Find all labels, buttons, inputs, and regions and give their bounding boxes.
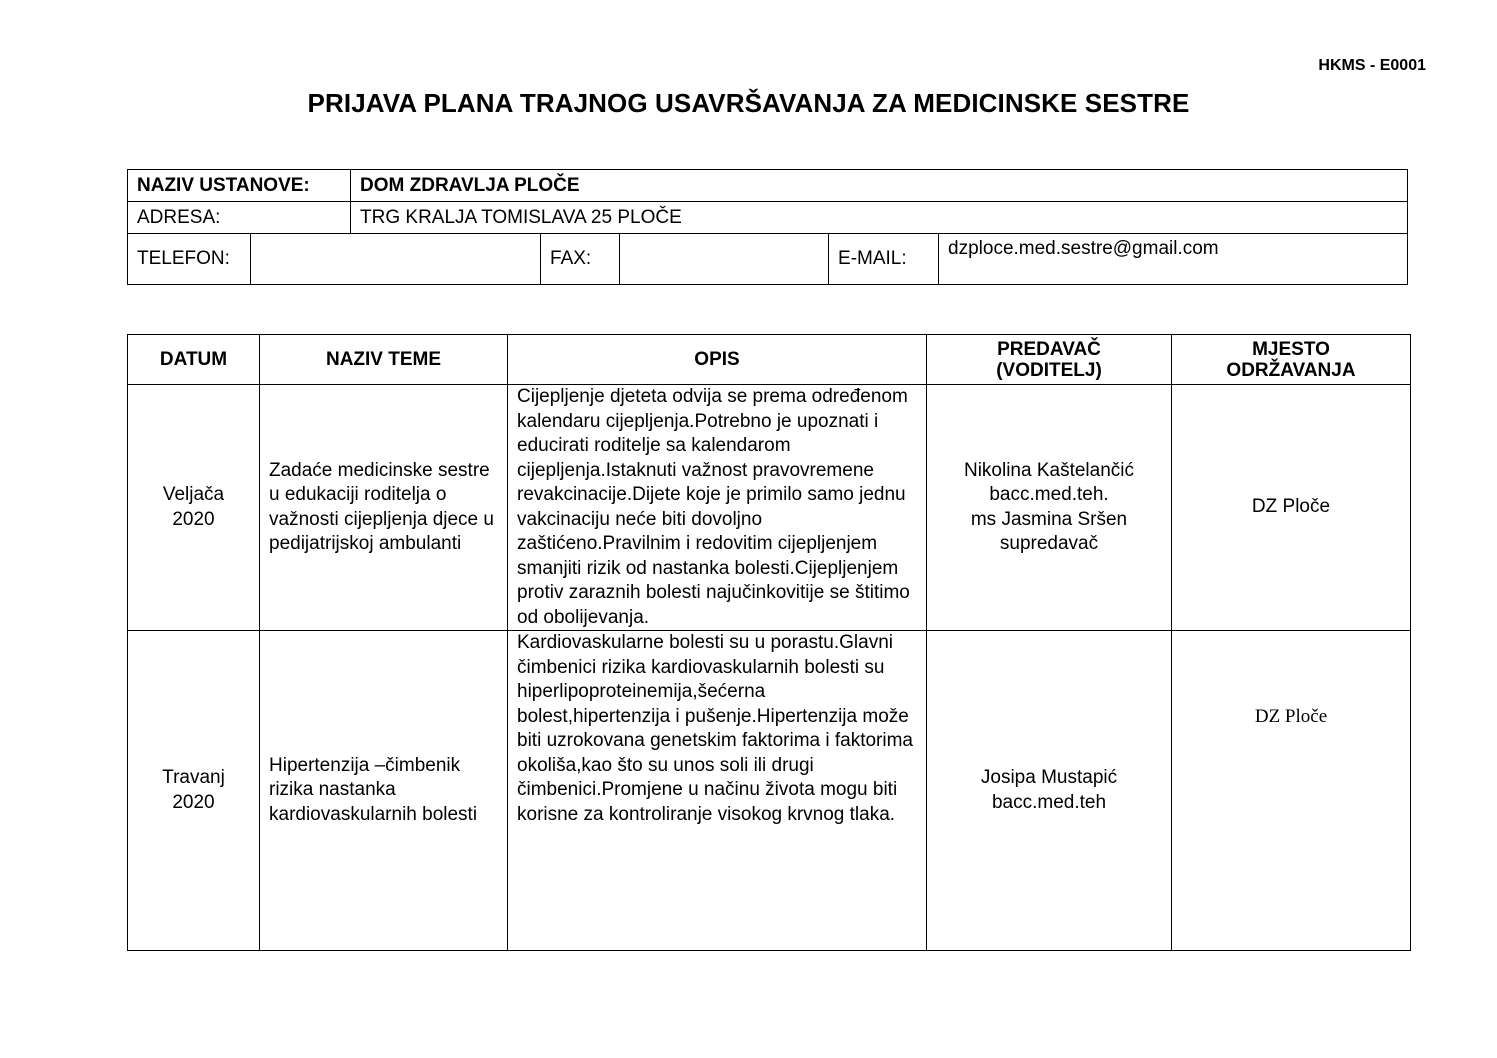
document-title: PRIJAVA PLANA TRAJNOG USAVRŠAVANJA ZA MEDICINSKE SESTRE <box>307 88 1190 118</box>
row-predavac: Nikolina Kaštelančić bacc.med.teh. ms Jasmina Sršen supredavač <box>927 385 1172 631</box>
address-value: TRG KRALJA TOMISLAVA 25 PLOČE <box>351 202 1408 234</box>
table-row <box>128 631 1411 951</box>
institution-name-value: DOM ZDRAVLJA PLOČE <box>351 170 1408 202</box>
col-header-datum: DATUM <box>128 335 260 385</box>
row-mjesto: DZ Ploče <box>1172 385 1411 631</box>
table-row <box>128 385 1411 631</box>
education-plan-table <box>127 334 1411 951</box>
col-header-predavac: PREDAVAČ (VODITELJ) <box>927 335 1172 385</box>
plan-header-row <box>128 335 1411 385</box>
fax-value <box>620 234 829 285</box>
fax-label: FAX: <box>541 234 620 285</box>
document-code: HKMS - E0001 <box>1318 57 1426 74</box>
phone-value <box>251 234 541 285</box>
email-value: dzploce.med.sestre@gmail.com <box>939 234 1408 285</box>
row-opis: Cijepljenje djeteta odvija se prema određenom kalendaru cijepljenja.Potrebno je upoznati i educirati roditelje sa kalendarom cijepljenja.Istaknuti važnost pravovremene revakcinacije.Dijete koje je primilo samo jednu vakcinaciju neće biti dovoljno zaštićeno.Pravilnim i redovitim cijepljenjem smanjiti rizik od nastanka bolesti.Cijepljenjem protiv zaraznih bolesti najučinkovitije se štitimo od obolijevanja. <box>508 385 927 631</box>
institution-contact-row <box>128 234 1408 285</box>
col-header-mjesto: MJESTO ODRŽAVANJA <box>1172 335 1411 385</box>
row-mjesto: DZ Ploče <box>1172 631 1411 951</box>
institution-name-row <box>128 170 1408 202</box>
col-header-naziv-teme: NAZIV TEME <box>260 335 508 385</box>
email-label: E-MAIL: <box>829 234 939 285</box>
address-label: ADRESA: <box>128 202 351 234</box>
row-tema: Hipertenzija –čimbenik rizika nastanka kardiovaskularnih bolesti <box>260 631 508 951</box>
row-datum: Veljača 2020 <box>128 385 260 631</box>
institution-address-row <box>128 202 1408 234</box>
row-opis: Kardiovaskularne bolesti su u porastu.Glavni čimbenici rizika kardiovaskularnih bolesti su hiperlipoproteinemija,šećerna bolest,hipertenzija i pušenje.Hipertenzija može biti uzrokovana genetskim faktorima i faktorima okoliša,kao što su unos soli ili drugi čimbenici.Promjene u načinu života mogu biti korisne za kontroliranje visokog krvnog tlaka. <box>508 631 927 951</box>
phone-label: TELEFON: <box>128 234 251 285</box>
row-predavac: Josipa Mustapić bacc.med.teh <box>927 631 1172 951</box>
row-tema: Zadaće medicinske sestre u edukaciji roditelja o važnosti cijepljenja djece u pedijatrijskoj ambulanti <box>260 385 508 631</box>
col-header-opis: OPIS <box>508 335 927 385</box>
institution-info-table <box>127 169 1408 285</box>
institution-name-label: NAZIV USTANOVE: <box>128 170 351 202</box>
row-datum: Travanj 2020 <box>128 631 260 951</box>
